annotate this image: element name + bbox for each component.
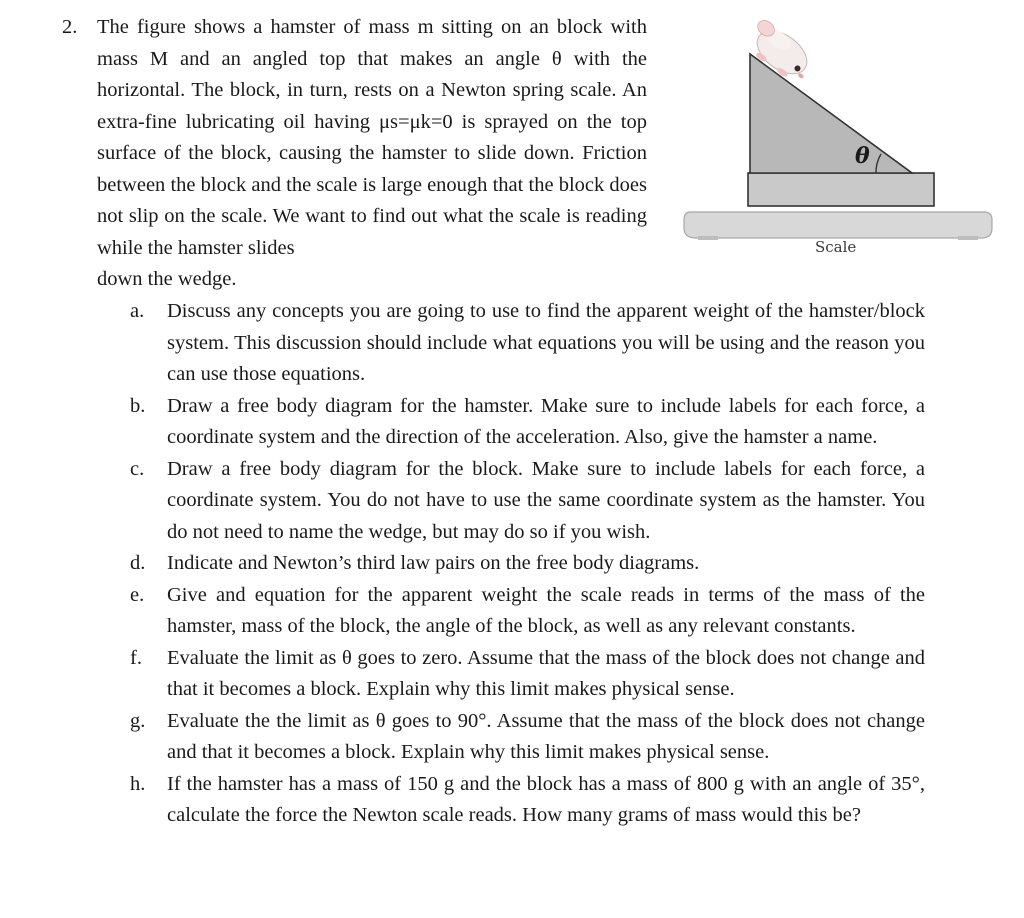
angle-label: θ (855, 143, 870, 169)
sub-question-g (130, 706, 925, 769)
sub-question-text: Draw a free body diagram for the block. Make sure to include labels for each force, a coordinate system. You do not have to use the same coordinate system as the hamster. You do not need to name the wedge, but may do so if you wish. (167, 457, 925, 543)
sub-question-text: If the hamster has a mass of 150 g and the block has a mass of 800 g with an angle of 35°, calculate the force the Newton scale reads. How many grams of mass would this be? (167, 772, 925, 826)
sub-question-text: Give and equation for the apparent weight the scale reads in terms of the mass of the hamster, mass of the block, the angle of the block, as well as any relevant constants. (167, 583, 925, 637)
question-number: 2. (62, 16, 78, 38)
sub-question-h (130, 769, 925, 832)
sub-question-e (130, 580, 925, 643)
sub-question-d (130, 548, 925, 580)
scale-platform (684, 212, 992, 238)
sub-question-text: Evaluate the limit as θ goes to zero. Assume that the mass of the block does not change and that it becomes a block. Explain why this limit makes physical sense. (167, 646, 925, 700)
sub-question-text: Discuss any concepts you are going to use to find the apparent weight of the hamster/block system. This discussion should include what equations you will be using and the reason you can use those equations. (167, 300, 925, 385)
sub-question-text: Indicate and Newton’s third law pairs on the free body diagrams. (167, 552, 700, 574)
sub-question-label: c. (130, 457, 145, 480)
sub-question-c (130, 454, 925, 549)
sub-question-label: f. (130, 646, 142, 669)
sub-question-label: e. (130, 583, 145, 606)
wedge (750, 54, 912, 173)
sub-questions (130, 296, 925, 832)
sub-question-label: h. (130, 772, 146, 795)
figure-drawing (680, 20, 1000, 270)
block-base (748, 173, 934, 206)
scale-foot-left (698, 236, 718, 240)
sub-question-label: a. (130, 300, 145, 322)
sub-question-text: Evaluate the the limit as θ goes to 90°. Assume that the mass of the block does not change and that it becomes a block. Explain why this limit makes physical sense. (167, 709, 925, 763)
scale-foot-right (958, 236, 978, 240)
sub-question-b (130, 391, 925, 454)
sub-question-f (130, 643, 925, 706)
question-text-last-line: down the wedge. (97, 268, 237, 290)
scale-label: Scale (815, 238, 857, 256)
sub-question-text: Draw a free body diagram for the hamster. Make sure to include labels for each force, a coordinate system and the direction of the acceleration. Also, give the hamster a name. (167, 394, 925, 448)
question-text: The figure shows a hamster of mass m sitting on an block with mass M and an angled top that makes an angle θ with the horizontal. The block, in turn, rests on a Newton spring scale. An extra-fine lubricating oil having μs=μk=0 is sprayed on the top surface of the block, causing the hamster to slide down. Friction between the block and the scale is large enough that the block does not slip on the scale. We want to find out what the scale is reading while the hamster slides (97, 16, 647, 259)
sub-question-label: g. (130, 709, 146, 732)
hamster-wedge-figure (680, 20, 1000, 270)
sub-question-a (130, 296, 925, 391)
sub-question-label: d. (130, 552, 146, 574)
sub-question-label: b. (130, 394, 146, 417)
